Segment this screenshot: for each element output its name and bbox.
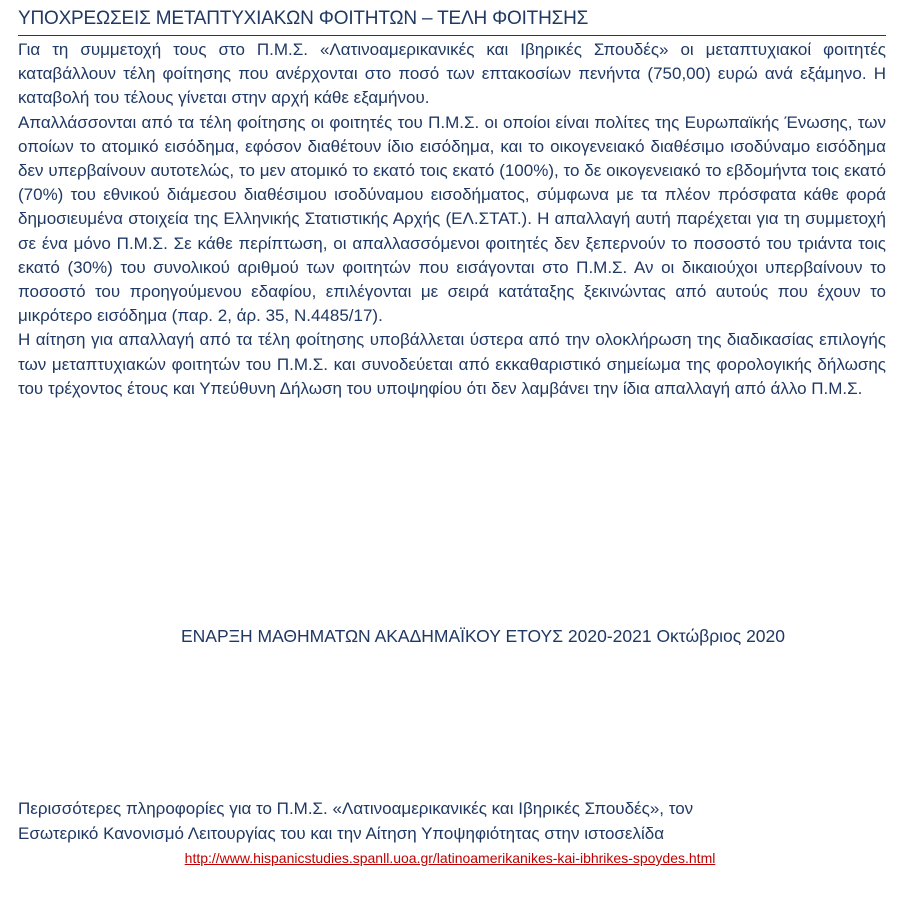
website-link-line — [0, 850, 900, 866]
body-text — [18, 38, 886, 401]
page-title: ΥΠΟΧΡΕΩΣΕΙΣ ΜΕΤΑΠΤΥΧΙΑΚΩΝ ΦΟΙΤΗΤΩΝ – ΤΕΛΗ ΦΟΙΤΗΣΗΣ — [18, 8, 589, 29]
more-info-block — [18, 796, 886, 846]
more-info-line-2: Εσωτερικό Κανονισμό Λειτουργίας του και την Αίτηση Υποψηφιότητας στην ιστοσελίδα — [18, 824, 665, 843]
paragraph-fees: Για τη συμμετοχή τους στο Π.Μ.Σ. «Λατινοαμερικανικές και Ιβηρικές Σπουδές» οι μεταπτυχιακοί φοιτητές καταβάλλουν τέλη φοίτησης που ανέρχονται στο ποσό των επτακοσίων πενήντα (750,00) ευρώ ανά εξάμηνο. Η καταβολή του τέλους γίνεται στην αρχή κάθε εξαμήνου. — [18, 40, 886, 108]
more-info-line-1: Περισσότερες πληροφορίες για το Π.Μ.Σ. «Λατινοαμερικανικές και Ιβηρικές Σπουδές», τον — [18, 799, 694, 818]
paragraph-application: Η αίτηση για απαλλαγή από τα τέλη φοίτησης υποβάλλεται ύστερα από την ολοκλήρωση της διαδικασίας επιλογής των μεταπτυχιακών φοιτητών του Π.Μ.Σ. και συνοδεύεται από εκκαθαριστικό σημείωμα της φορολογικής δήλωσης του τρέχοντος έτους και Υπεύθυνη Δήλωση του υποψηφίου ότι δεν λαμβάνει την ίδια απαλλαγή από άλλο Π.Μ.Σ. — [18, 330, 886, 398]
title-underline — [18, 35, 886, 36]
website-link[interactable]: http://www.hispanicstudies.spanll.uoa.gr/latinoamerikanikes-kai-ibhrikes-spoydes.html — [184, 850, 716, 866]
paragraph-exemption: Απαλλάσσονται από τα τέλη φοίτησης οι φοιτητές του Π.Μ.Σ. οι οποίοι είναι πολίτες της Ευρωπαϊκής Ένωσης, των οποίων το ατομικό εισόδημα, εφόσον διαθέτουν ίδιο εισόδημα, και το οικογενειακό διαθέσιμο ισοδύναμο εισόδημα δεν υπερβαίνουν αυτοτελώς, το μεν ατομικό το εκατό τοις εκατό (100%), το δε οικογενειακό το εβδομήντα τοις εκατό (70%) του εθνικού διάμεσου διαθέσιμου ισοδύναμου εισοδήματος, σύμφωνα με τα πλέον πρόσφατα κάθε φορά δημοσιευμένα στοιχεία της Ελληνικής Στατιστικής Αρχής (ΕΛ.ΣΤΑΤ.). Η απαλλαγή αυτή παρέχεται για τη συμμετοχή σε ένα μόνο Π.Μ.Σ. Σε κάθε περίπτωση, οι απαλλασσόμενοι φοιτητές δεν ξεπερνούν το ποσοστό του τριάντα τοις εκατό (30%) του συνολικού αριθμού των φοιτητών που εισάγονται στο Π.Μ.Σ. Αν οι δικαιούχοι υπερβαίνουν το ποσοστό του προηγούμενου εδαφίου, επιλέγονται με σειρά κατάταξης ξεκινώντας από αυτούς που έχουν το μικρότερο εισόδημα (παρ. 2, άρ. 35, Ν.4485/17). — [18, 112, 886, 326]
course-start-notice: ΕΝΑΡΞΗ ΜΑΘΗΜΑΤΩΝ ΑΚΑΔΗΜΑΪΚΟΥ ΕΤΟΥΣ 2020-2021 Οκτώβριος 2020 — [180, 626, 785, 646]
